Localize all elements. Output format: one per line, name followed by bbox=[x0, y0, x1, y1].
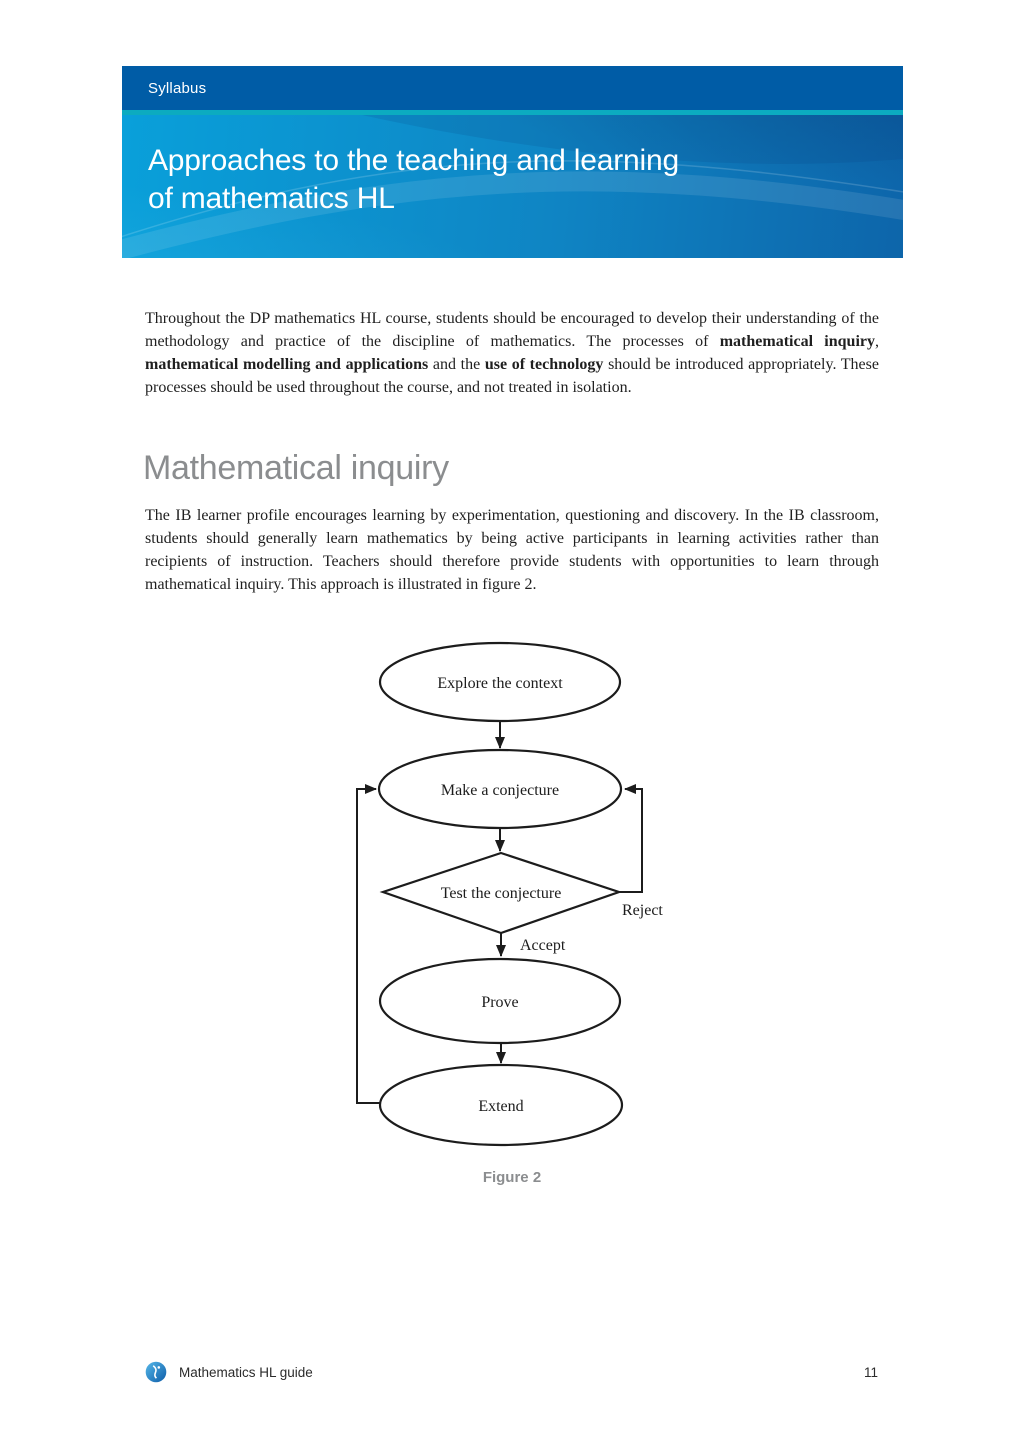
node-conjecture-label: Make a conjecture bbox=[440, 782, 560, 799]
intro-run-bold-5: use of technology bbox=[484, 356, 604, 373]
edge-test-reject-to-conjecture bbox=[619, 789, 642, 892]
footer-doc-title: Mathematics HL guide bbox=[179, 1364, 313, 1380]
node-prove-label: Prove bbox=[481, 994, 519, 1011]
intro-run-6: should be introduced appropriately. These processes should be used throughout the course, and not treated in isolation. bbox=[145, 356, 879, 396]
node-extend-label: Extend bbox=[478, 1098, 524, 1115]
edge-label-accept: Accept bbox=[520, 937, 566, 954]
mathematical-inquiry-flowchart bbox=[340, 630, 690, 1160]
section-paragraph: The IB learner profile encourages learning by experimentation, questioning and discovery. In the IB classroom, students should generally learn mathematics by being active participants in learning activities rather than recipients of instruction. Teachers should therefore provide students with opportunities to learn through mathematical inquiry. This approach is illustrated in figure 2. bbox=[145, 507, 879, 593]
intro-paragraph bbox=[145, 307, 879, 399]
intro-run-0: Throughout the DP mathematics HL course, students should be encouraged to develop their understanding of the methodology and practice of the discipline of mathematics. The processes of bbox=[145, 310, 879, 350]
figure-caption: Figure 2 bbox=[482, 1169, 542, 1186]
node-explore-label: Explore the context bbox=[437, 675, 563, 692]
intro-run-2: , bbox=[875, 333, 879, 350]
edge-extend-to-conjecture bbox=[357, 789, 381, 1103]
node-test-label: Test the conjecture bbox=[440, 885, 562, 902]
footer-page-number: 11 bbox=[863, 1364, 878, 1380]
intro-run-4: and the bbox=[428, 356, 485, 373]
section-heading: Mathematical inquiry bbox=[143, 449, 449, 487]
page-footer bbox=[145, 1360, 878, 1384]
syllabus-bar bbox=[122, 66, 903, 110]
intro-run-bold-1: mathematical inquiry bbox=[719, 333, 875, 350]
eyebrow-label: Syllabus bbox=[148, 79, 207, 97]
page-title-line1: Approaches to the teaching and learning bbox=[148, 144, 679, 177]
intro-run-bold-3: mathematical modelling and applications bbox=[145, 356, 429, 373]
page-title bbox=[122, 115, 903, 218]
ib-logo-icon bbox=[145, 1361, 167, 1383]
edge-label-reject: Reject bbox=[622, 902, 663, 919]
banner-gradient-panel bbox=[122, 115, 903, 258]
page-header-banner bbox=[122, 66, 903, 258]
page-title-line2: of mathematics HL bbox=[148, 182, 395, 215]
